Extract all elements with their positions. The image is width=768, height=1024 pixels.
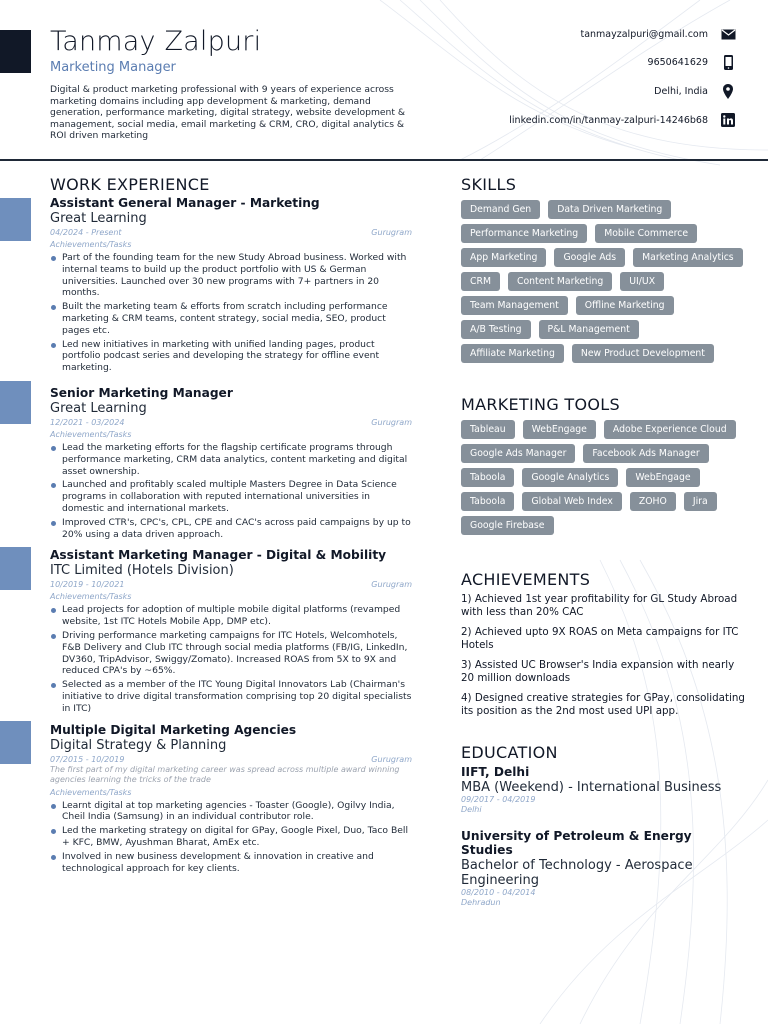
contact-phone-row — [406, 54, 736, 70]
education-dates: 09/2017 - 04/2019 — [461, 795, 536, 804]
education-location: Delhi — [461, 805, 482, 814]
achievements-list — [461, 593, 751, 717]
job-meta — [50, 418, 412, 427]
tool-tag: ZOHO — [630, 492, 676, 511]
job-company: Digital Strategy & Planning — [50, 737, 227, 753]
tool-tag: Google Analytics — [522, 468, 618, 487]
job-bullet: Driving performance marketing campaigns for ITC Hotels, Welcomhotels, F&B Delivery and Club ITC through social media platforms (FB/IG, LinkedIn, DV360, TripAdvisor, Swiggy/Zomato). Increased ROAS from 5X to 9X and reduced CPA's by ~65%. — [50, 630, 412, 677]
tool-tag: WebEngage — [523, 420, 596, 439]
job-title: Senior Marketing Manager — [50, 385, 233, 400]
skill-tag: Marketing Analytics — [633, 248, 743, 267]
achievement-item: 1) Achieved 1st year profitability for GL Study Abroad with less than 20% CAC — [461, 593, 738, 618]
education-entry — [461, 765, 751, 815]
education-school: IIFT, Delhi — [461, 765, 530, 779]
job-dates: 10/2019 - 10/2021 — [50, 580, 125, 590]
job-achievements-label: Achievements/Tasks — [50, 592, 132, 602]
tool-tag: Taboola — [461, 468, 514, 487]
job-bullet: Launched and profitably scaled multiple Masters Degree in Data Science programs in collaboration with reputed international universities in domestic and international markets. — [50, 479, 412, 514]
education-degree: Bachelor of Technology - Aerospace Engineering — [461, 858, 693, 888]
header-accent-block — [0, 30, 31, 73]
tool-tag: Tableau — [461, 420, 515, 439]
tool-tag: WebEngage — [626, 468, 699, 487]
education-entry — [461, 829, 751, 908]
job-location: Gurugram — [371, 417, 412, 427]
job-bullet: Involved in new business development & innovation in creative and technological approach for key clients. — [50, 851, 412, 875]
education-school: University of Petroleum & Energy Studies — [461, 829, 692, 857]
job-bullet: Lead the marketing efforts for the flagship certificate programs through performance marketing, CRM data analytics, content marketing and digital asset ownership. — [50, 442, 412, 477]
job-bullet: Part of the founding team for the new Study Abroad business. Worked with internal teams to build up the product portfolio with US & German universities. Launched over 30 new programs with 7+ partners in 20 months. — [50, 252, 412, 299]
side-column — [461, 175, 751, 908]
skill-tag: Google Ads — [554, 248, 625, 267]
tool-tag: Taboola — [461, 492, 514, 511]
job-marker — [0, 721, 31, 764]
job-bullet: Selected as a member of the ITC Young Digital Innovators Lab (Chairman's initiative to drive digital transformation comprising top 20 digital specialists in ITC) — [50, 679, 412, 714]
tool-tag: Google Firebase — [461, 516, 554, 535]
job-dates: 04/2024 - Present — [50, 228, 122, 237]
tool-tag: Facebook Ads Manager — [583, 444, 708, 463]
work-experience-heading: WORK EXPERIENCE — [50, 175, 210, 194]
job-company: Great Learning — [50, 211, 147, 226]
job-company: ITC Limited (Hotels Division) — [50, 563, 234, 579]
job-meta — [50, 580, 412, 589]
job-marker — [0, 198, 31, 241]
job-bullets — [50, 442, 412, 540]
job-bullet: Lead projects for adoption of multiple mobile digital platforms (revamped website, 1st ITC Hotels Mobile App, DMP etc). — [50, 604, 412, 628]
skill-tag: Offline Marketing — [576, 296, 674, 315]
contact-location: Delhi, India — [654, 85, 708, 97]
job-achievements-label: Achievements/Tasks — [50, 240, 132, 249]
marketing-tools-heading: MARKETING TOOLS — [461, 395, 620, 414]
job-bullet: Built the marketing team & efforts from scratch including performance marketing & CRM teams, content strategy, social media, SEO, product pages etc. — [50, 301, 412, 336]
skill-tag: Data Driven Marketing — [548, 200, 671, 219]
skill-tag: UI/UX — [620, 272, 664, 291]
skill-tag: App Marketing — [461, 248, 546, 267]
candidate-name: Tanmay Zalpuri — [50, 26, 262, 57]
job-achievements-label: Achievements/Tasks — [50, 429, 132, 439]
skill-tag: Team Management — [461, 296, 568, 315]
tools-tags — [461, 420, 751, 540]
skill-tag: Affiliate Marketing — [461, 344, 564, 363]
job-location: Gurugram — [371, 580, 412, 590]
tool-tag: Global Web Index — [522, 492, 621, 511]
contact-location-row — [406, 83, 736, 99]
job-meta — [50, 228, 412, 237]
linkedin-icon — [720, 112, 736, 128]
job-entry — [0, 386, 430, 540]
job-achievements-label: Achievements/Tasks — [50, 787, 132, 797]
achievement-item: 2) Achieved upto 9X ROAS on Meta campaigns for ITC Hotels — [461, 626, 739, 651]
education-dates: 08/2010 - 04/2014 — [461, 888, 536, 897]
candidate-role: Marketing Manager — [50, 60, 176, 75]
job-entry — [0, 196, 430, 374]
skill-tag: Demand Gen — [461, 200, 540, 219]
job-meta — [50, 755, 412, 764]
job-bullet: Led the marketing strategy on digital for GPay, Google Pixel, Duo, Taco Bell + KFC, BMW, Ayushman Bharat, AmEx etc. — [50, 825, 412, 849]
location-pin-icon — [720, 83, 736, 99]
skill-tag: Performance Marketing — [461, 224, 587, 243]
job-marker — [0, 381, 31, 424]
achievements-heading: ACHIEVEMENTS — [461, 570, 591, 589]
skill-tag: CRM — [461, 272, 500, 291]
job-title: Assistant Marketing Manager - Digital & Mobility — [50, 548, 387, 563]
job-bullets — [50, 252, 412, 374]
skills-heading: SKILLS — [461, 175, 517, 194]
education-location: Dehradun — [461, 898, 501, 907]
job-dates: 12/2021 - 03/2024 — [50, 417, 125, 427]
job-marker — [0, 547, 31, 590]
job-company: Great Learning — [50, 400, 147, 416]
tool-tag: Google Ads Manager — [461, 444, 575, 463]
job-entry — [0, 723, 430, 875]
tool-tag: Jira — [684, 492, 717, 511]
skill-tag: Content Marketing — [508, 272, 612, 291]
job-bullet: Improved CTR's, CPC's, CPL, CPE and CAC's across paid campaigns by up to 20% using a data driven approach. — [50, 517, 412, 541]
job-location: Gurugram — [371, 228, 412, 237]
work-column — [0, 175, 430, 876]
tool-tag: Adobe Experience Cloud — [604, 420, 736, 439]
job-bullets — [50, 800, 412, 875]
skill-tag: Mobile Commerce — [595, 224, 697, 243]
resume-header — [0, 0, 768, 161]
job-entry — [0, 548, 430, 714]
job-bullet: Learnt digital at top marketing agencies - Toaster (Google), Ogilvy India, Cheil India (Samsung) in an individual contributor role. — [50, 800, 412, 824]
contact-phone[interactable]: 9650641629 — [647, 56, 708, 68]
job-bullets — [50, 604, 412, 714]
skill-tag: New Product Development — [572, 344, 714, 363]
contact-linkedin-row — [406, 112, 736, 128]
job-title: Multiple Digital Marketing Agencies — [50, 722, 297, 737]
job-title: Assistant General Manager - Marketing — [50, 196, 320, 210]
job-description: The first part of my digital marketing career was spread across multiple award winning agencies learning the tricks of the trade — [50, 764, 400, 784]
job-dates: 07/2015 - 10/2019 — [50, 754, 125, 764]
achievement-item: 3) Assisted UC Browser's India expansion with nearly 20 million downloads — [461, 659, 735, 684]
contact-email[interactable]: tanmayzalpuri@gmail.com — [580, 28, 708, 40]
job-location: Gurugram — [371, 754, 412, 764]
education-heading: EDUCATION — [461, 743, 558, 762]
contact-linkedin[interactable]: linkedin.com/in/tanmay-zalpuri-14246b68 — [509, 114, 708, 126]
profile-summary: Digital & product marketing professional with 9 years of experience across marketing domains including app development & marketing, demand generation, performance marketing, digital strategy, website development & management, social media, email marketing & CRM, CRO, digital analytics & ROI driven marketing — [50, 84, 406, 142]
envelope-icon — [720, 26, 736, 42]
contact-email-row — [406, 26, 736, 42]
skills-tags — [461, 200, 751, 368]
education-degree: MBA (Weekend) - International Business — [461, 780, 722, 795]
job-bullet: Led new initiatives in marketing with unified landing pages, product portfolio podcast series and developing the strategy for offline event marketing. — [50, 339, 412, 374]
skill-tag: P&L Management — [539, 320, 639, 339]
achievement-item: 4) Designed creative strategies for GPay, consolidating its position as the 2nd most used UPI app. — [461, 692, 745, 717]
phone-icon — [720, 54, 736, 70]
skill-tag: A/B Testing — [461, 320, 531, 339]
